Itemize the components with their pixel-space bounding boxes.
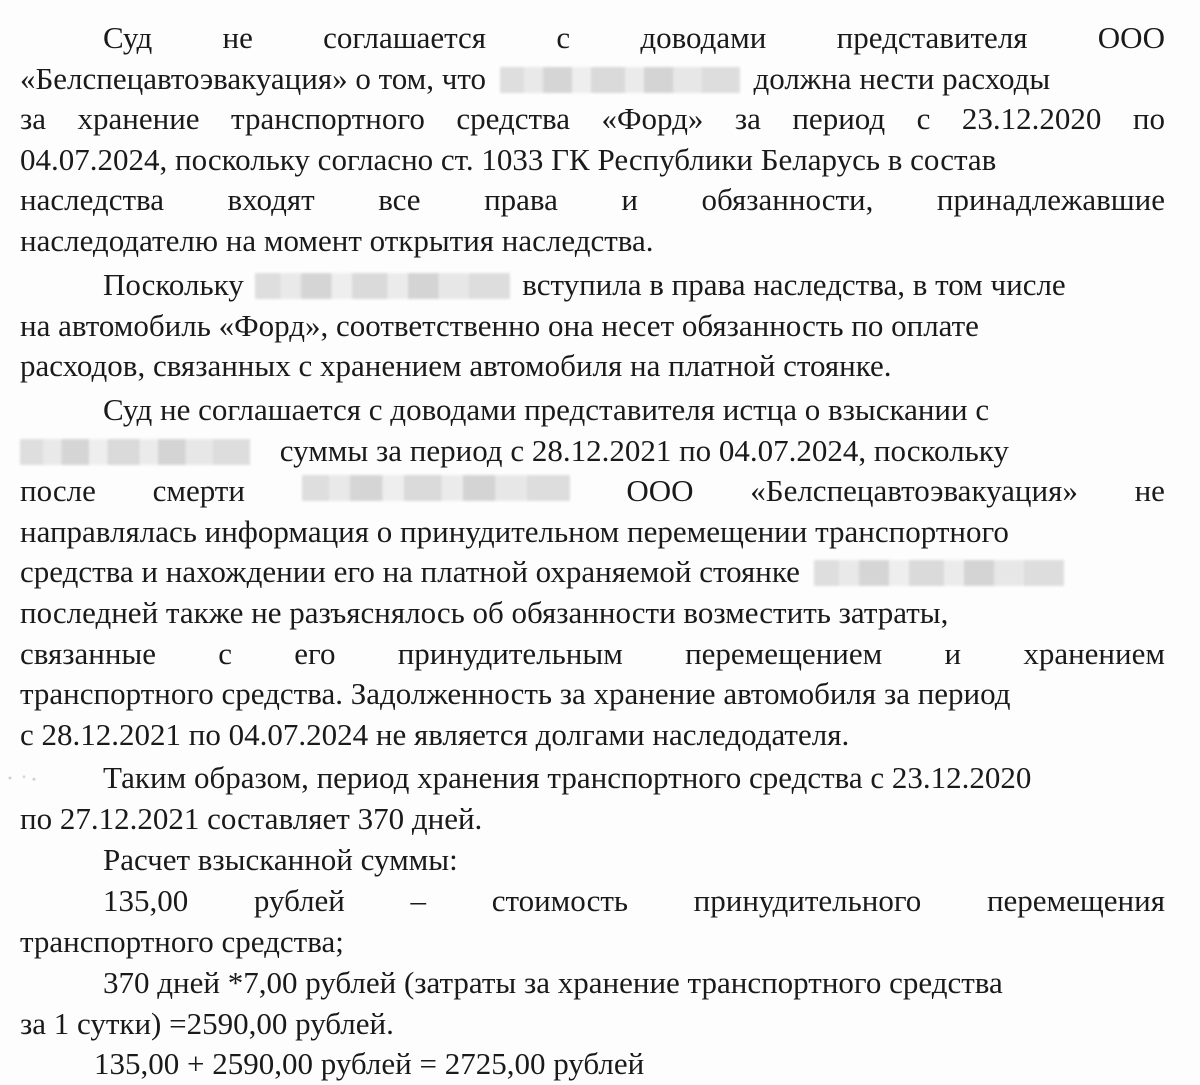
text-line: направлялась информация о принудительном перемещении транспортного (20, 513, 1009, 549)
text-line (20, 881, 1165, 922)
text-segment: вступила в права наследства, в том числе (522, 267, 1066, 302)
text-line (20, 18, 1165, 59)
redacted-name (302, 475, 570, 501)
text-line (20, 431, 1165, 472)
word: 23.12.2020 (961, 101, 1102, 137)
paragraph-6 (20, 881, 1165, 962)
text-line (20, 99, 1165, 140)
redacted-name (20, 439, 250, 465)
word: «Форд» (601, 101, 704, 137)
word: хранением (1023, 635, 1165, 671)
word: стоимость (491, 883, 629, 918)
text-line: расходов, связанных с хранением автомобиля на платной стоянке. (20, 348, 892, 384)
text-line: за 1 сутки) =2590,00 рублей. (20, 1005, 394, 1041)
text-line: Расчет взысканной суммы: (103, 842, 458, 877)
word: – (410, 883, 427, 918)
text-segment: Поскольку (103, 267, 244, 302)
word: смерти (152, 473, 245, 509)
text-line: транспортного средства. Задолженность за хранение автомобиля за период (20, 676, 1011, 712)
paragraph-7 (20, 963, 1165, 1044)
word: с (556, 20, 571, 55)
text-line (20, 552, 1165, 593)
word: обязанности, (701, 182, 874, 218)
text-segment: «Белспецавтоэвакуация» о том, что (20, 60, 486, 96)
text-line: 135,00 + 2590,00 рублей = 2725,00 рублей (94, 1046, 645, 1081)
redacted-name (255, 273, 510, 299)
redacted-name (500, 67, 740, 93)
text-line: с 28.12.2021 по 04.07.2024 не является долгами наследодателя. (20, 716, 850, 752)
word: перемещения (986, 883, 1165, 918)
word: по (1132, 101, 1165, 137)
text-line: 04.07.2024, поскольку согласно ст. 1033 ГК Республики Беларусь в состав (20, 141, 997, 177)
redacted-name (814, 560, 1064, 586)
text-line: последней также не разъяснялось об обязанности возместить затраты, (20, 594, 949, 630)
word: не (1134, 473, 1165, 509)
text-line: Суд не соглашается с доводами представителя истца о взыскании с (103, 392, 990, 427)
word: ООО (1097, 20, 1165, 55)
word: транспортного (231, 101, 425, 137)
word: принадлежавшие (936, 182, 1165, 218)
word: 135,00 (103, 883, 189, 918)
word: после (20, 473, 96, 509)
word: представителя (836, 20, 1028, 55)
word: принудительного (693, 883, 922, 918)
word: не (222, 20, 253, 55)
paragraph-3 (20, 390, 1165, 755)
word: средства (456, 101, 571, 137)
text-segment: суммы за период с 28.12.2021 по 04.07.2024, поскольку (279, 432, 1009, 468)
text-line: наследодателю на момент открытия наследства. (20, 222, 654, 258)
word: входят (227, 182, 315, 218)
paragraph-4 (20, 758, 1165, 839)
paragraph-2 (20, 265, 1165, 387)
text-line (20, 471, 1165, 512)
word: доводами (640, 20, 767, 55)
text-line (20, 59, 1165, 100)
word: период (792, 101, 886, 137)
word: права (484, 182, 558, 218)
text-segment: средства и нахождении его на платной охраняемой стоянке (20, 554, 800, 590)
text-line: на автомобиль «Форд», соответственно она несет обязанность по оплате (20, 307, 979, 343)
word: принудительным (397, 635, 623, 671)
word: наследства (20, 182, 164, 218)
word: Суд (103, 20, 153, 55)
word: с (218, 635, 233, 671)
word: и (621, 182, 639, 218)
word: рублей (253, 883, 345, 918)
text-line: Таким образом, период хранения транспортного средства с 23.12.2020 (103, 760, 1032, 795)
word: и (944, 635, 962, 671)
word: за (20, 101, 47, 137)
text-line (20, 634, 1165, 675)
word: его (294, 635, 336, 671)
word: соглашается (323, 20, 487, 55)
text-line (20, 265, 1165, 306)
text-line: транспортного средства; (20, 923, 344, 959)
text-line (20, 180, 1165, 221)
word: связанные (20, 635, 157, 671)
word: ООО (626, 473, 694, 509)
word: «Белспецавтоэвакуация» (750, 473, 1078, 509)
paragraph-8 (20, 1044, 1165, 1085)
paragraph-5 (20, 840, 1165, 881)
text-line: 370 дней *7,00 рублей (затраты за хранение транспортного средства (103, 965, 1003, 1000)
word: хранение (77, 101, 200, 137)
text-line: по 27.12.2021 составляет 370 дней. (20, 800, 483, 836)
text-segment: должна нести расходы (753, 60, 1051, 96)
paragraph-1 (20, 18, 1165, 262)
word: с (916, 101, 931, 137)
word: перемещением (685, 635, 883, 671)
word: за (734, 101, 761, 137)
word: все (378, 182, 421, 218)
